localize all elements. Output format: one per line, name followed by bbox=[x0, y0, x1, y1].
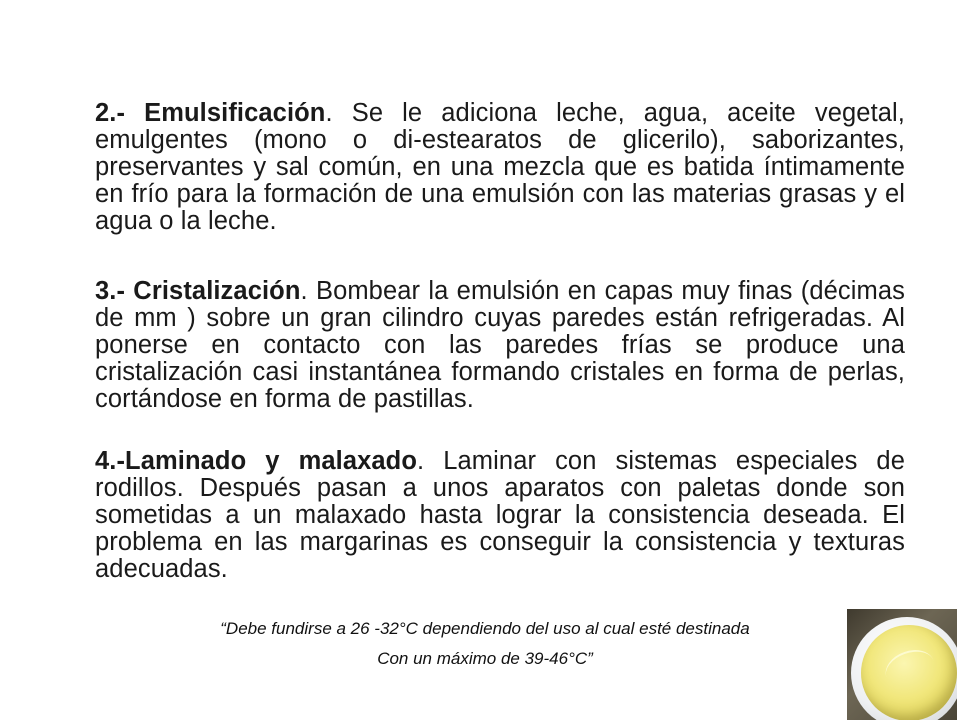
paragraph-emulsificacion bbox=[95, 100, 905, 235]
paragraph-body: . Bombear la emulsión en capas muy finas (décimas de mm ) sobre un gran cilindro cuyas paredes están refrigeradas. Al ponerse en contacto con las paredes frías se produce una cristalización casi instantánea formando cristales en forma de perlas, cortándose en forma de pastillas. bbox=[95, 277, 905, 413]
paragraph-body: . Laminar con sistemas especiales de rodillos. Después pasan a unos aparatos con paletas donde son sometidas a un malaxado hasta lograr la consistencia deseada. El problema en las margarinas es conseguir la consistencia y texturas adecuadas. bbox=[95, 447, 905, 583]
margarine-tub-photo bbox=[847, 609, 957, 720]
paragraph-heading: 2.- Emulsificación bbox=[95, 99, 326, 127]
paragraph-cristalizacion bbox=[95, 278, 905, 413]
temperature-note-line-2: Con un máximo de 39-46°C” bbox=[377, 649, 593, 668]
paragraph-heading: 3.- Cristalización bbox=[95, 277, 301, 305]
temperature-note-line-1: “Debe fundirse a 26 -32°C dependiendo del uso al cual esté destinada bbox=[220, 619, 750, 638]
paragraph-heading: 4.-Laminado y malaxado bbox=[95, 447, 418, 475]
paragraph-laminado-malaxado bbox=[95, 448, 905, 583]
paragraph-body: . Se le adiciona leche, agua, aceite vegetal, emulgentes (mono o di-estearatos de glicerilo), saborizantes, preservantes y sal común, en una mezcla que es batida íntimamente en frío para la formación de una emulsión con las materias grasas y el agua o la leche. bbox=[95, 99, 905, 235]
